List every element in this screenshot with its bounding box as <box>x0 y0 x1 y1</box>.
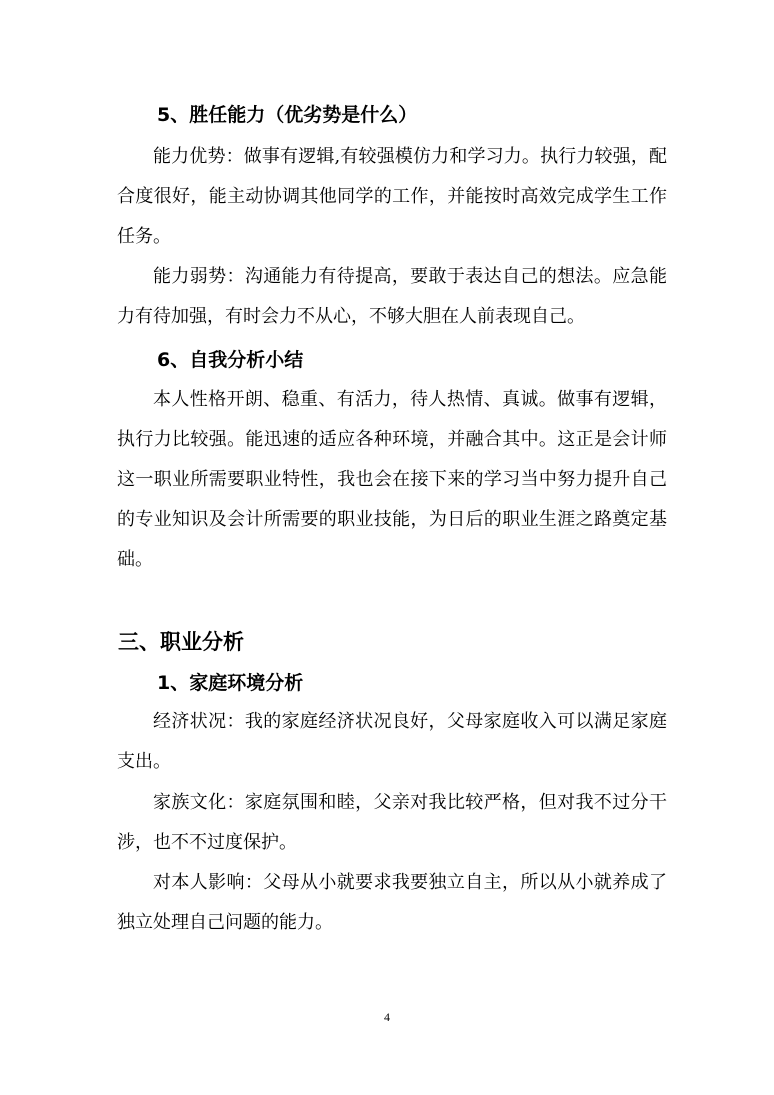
strengths-paragraph: 能力优势：做事有逻辑,有较强模仿力和学习力。执行力较强，配合度很好，能主动协调其他同学的工作，并能按时高效完成学生工作任务。 <box>117 146 667 247</box>
competence-heading: 5、胜任能力（优劣势是什么） <box>157 104 418 126</box>
career-analysis-heading: 三、职业分析 <box>118 630 244 654</box>
page-number: 4 <box>384 1010 390 1024</box>
self-summary-heading: 6、自我分析小结 <box>157 349 304 371</box>
family-environment-heading: 1、家庭环境分析 <box>157 672 304 694</box>
self-summary-paragraph: 本人性格开朗、稳重、有活力，待人热情、真诚。做事有逻辑，执行力比较强。能迅速的适应各种环境，并融合其中。这正是会计师这一职业所需要职业特性，我也会在接下来的学习当中努力提升自己的专业知识及会计所需要的职业技能，为日后的职业生涯之路奠定基础。 <box>117 389 667 570</box>
economy-paragraph: 经济状况：我的家庭经济状况良好，父母家庭收入可以满足家庭支出。 <box>117 711 667 772</box>
influence-paragraph: 对本人影响：父母从小就要求我要独立自主，所以从小就养成了独立处理自己问题的能力。 <box>117 872 667 933</box>
family-culture-paragraph: 家族文化：家庭氛围和睦，父亲对我比较严格，但对我不过分干涉，也不不过度保护。 <box>117 792 667 853</box>
weaknesses-paragraph: 能力弱势：沟通能力有待提高，要敢于表达自己的想法。应急能力有待加强，有时会力不从心，不够大胆在人前表现自己。 <box>117 266 667 327</box>
